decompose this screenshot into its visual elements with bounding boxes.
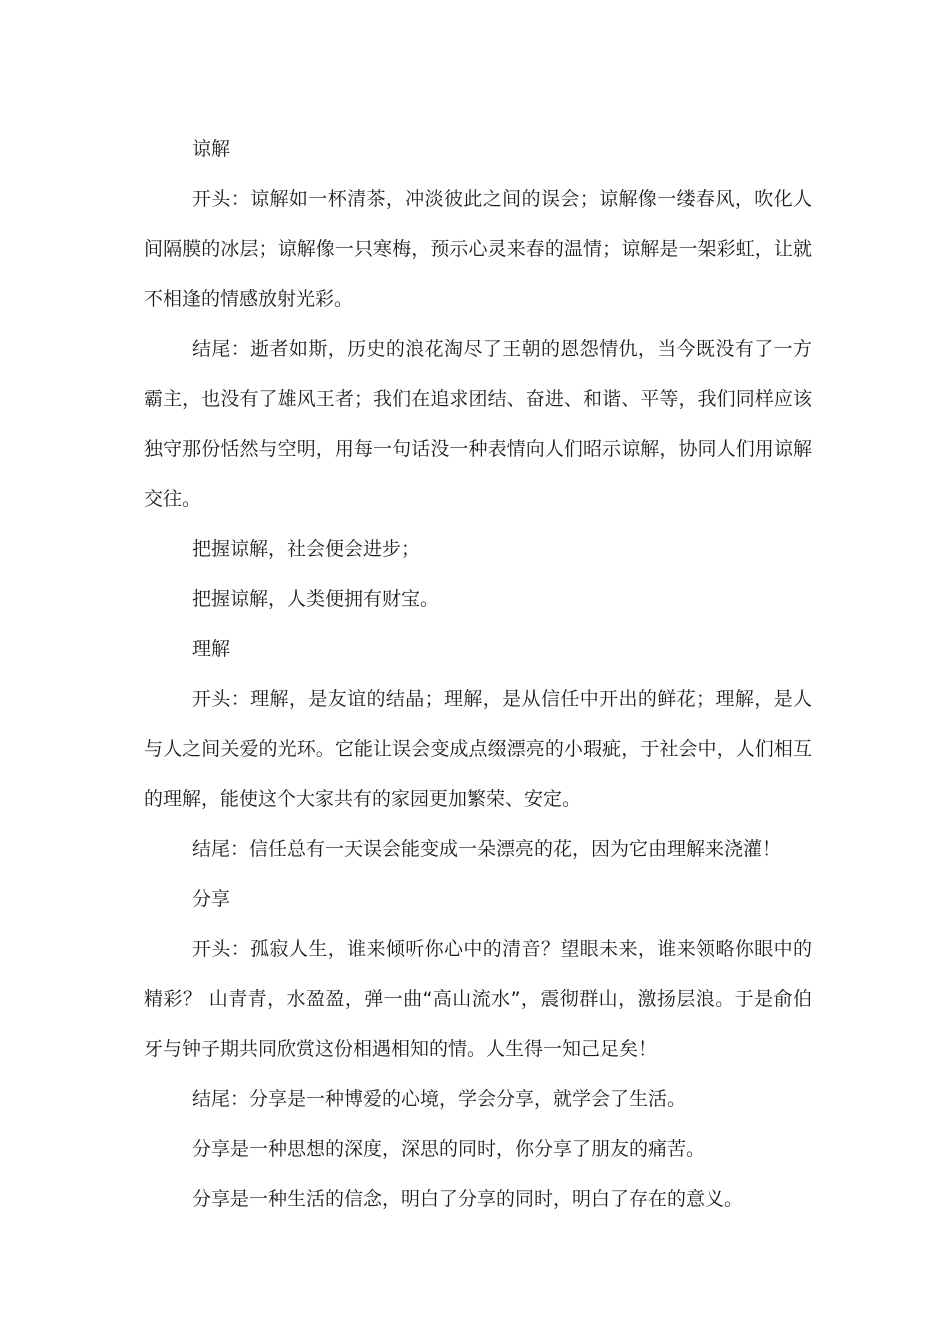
paragraph-fenxiang-opening: 开头：孤寂人生，谁来倾听你心中的清音？望眼未来，谁来领略你眼中的精彩？ 山青青，水盈盈，弹一曲“高山流水”，震彻群山，激扬层浪。于是俞伯牙与钟子期共同欣赏这份相遇相知的情。人生得一知己足矣！ bbox=[144, 938, 812, 1060]
paragraph-liangjie-society: 把握谅解，社会便会进步； bbox=[192, 538, 421, 560]
paragraph-fenxiang-belief: 分享是一种生活的信念，明白了分享的同时，明白了存在的意义。 bbox=[192, 1188, 744, 1210]
paragraph-lijie-opening: 开头：理解，是友谊的结晶；理解，是从信任中开出的鲜花；理解，是人与人之间关爱的光环。它能让误会变成点缀漂亮的小瑕疵，于社会中，人们相互的理解，能使这个大家共有的家园更加繁荣、安定。 bbox=[144, 688, 812, 810]
section-heading-liangjie: 谅解 bbox=[192, 138, 231, 160]
paragraph-liangjie-ending: 结尾：逝者如斯，历史的浪花淘尽了王朝的恩怨情仇，当今既没有了一方霸主，也没有了雄风王者；我们在追求团结、奋进、和谐、平等，我们同样应该独守那份恬然与空明，用每一句话没一种表情向人们昭示谅解，协同人们用谅解交往。 bbox=[144, 338, 812, 510]
paragraph-fenxiang-ending: 结尾：分享是一种博爱的心境，学会分享，就学会了生活。 bbox=[192, 1088, 687, 1110]
paragraph-liangjie-opening: 开头：谅解如一杯清茶，冲淡彼此之间的误会；谅解像一缕春风，吹化人间隔膜的冰层；谅解像一只寒梅，预示心灵来春的温情；谅解是一架彩虹，让就不相逢的情感放射光彩。 bbox=[144, 188, 812, 310]
paragraph-fenxiang-depth: 分享是一种思想的深度，深思的同时，你分享了朋友的痛苦。 bbox=[192, 1138, 706, 1160]
section-heading-fenxiang: 分享 bbox=[192, 888, 231, 910]
paragraph-lijie-ending: 结尾：信任总有一天误会能变成一朵漂亮的花，因为它由理解来浇灌！ bbox=[192, 838, 782, 860]
section-heading-lijie: 理解 bbox=[192, 638, 231, 660]
paragraph-liangjie-humanity: 把握谅解，人类便拥有财宝。 bbox=[192, 588, 440, 610]
document-page bbox=[144, 124, 812, 1224]
